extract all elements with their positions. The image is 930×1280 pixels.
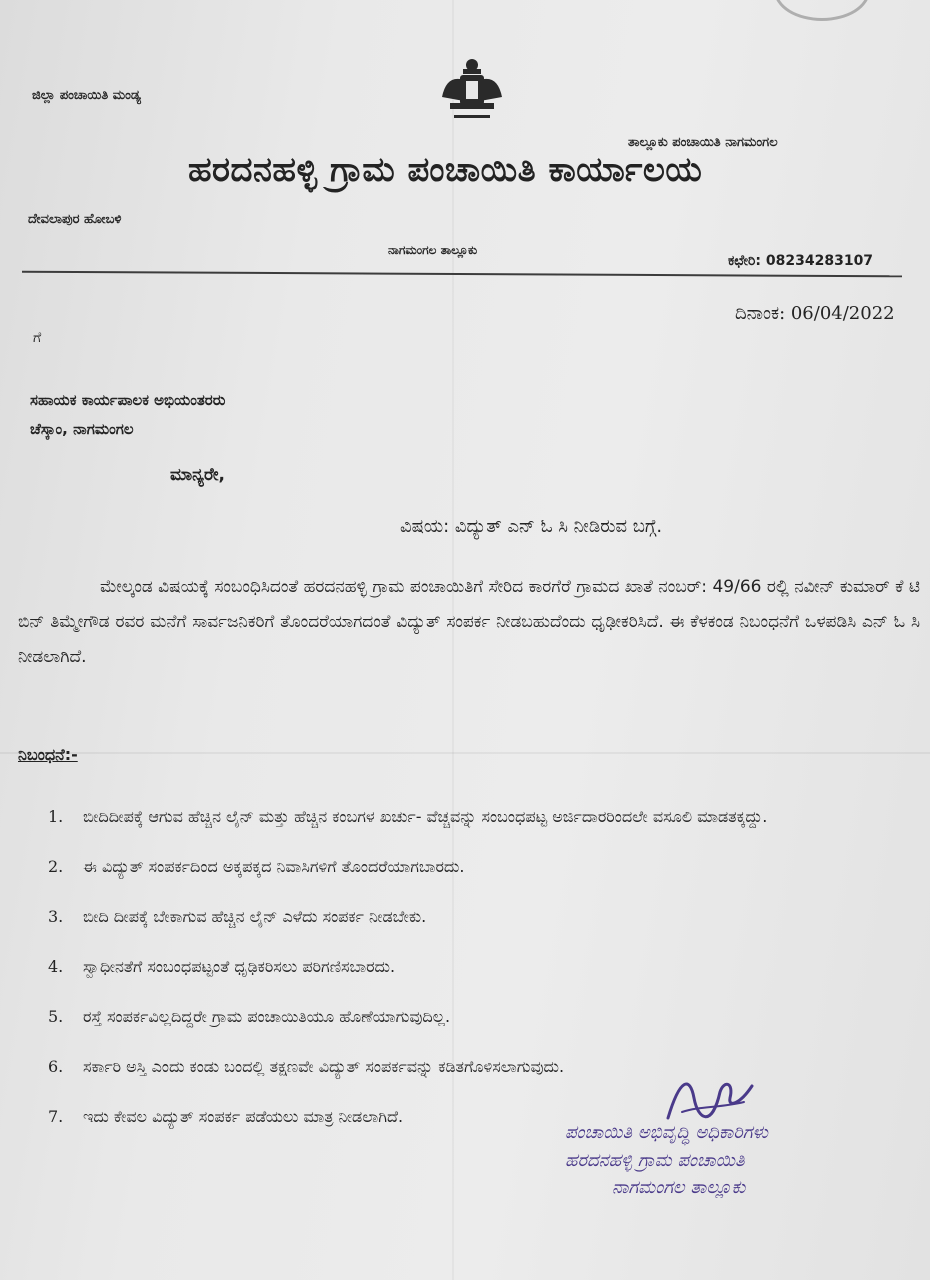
office-title: ಹರದನಹಳ್ಳಿ ಗ್ರಾಮ ಪಂಚಾಯಿತಿ ಕಾರ್ಯಾಲಯ [188,150,703,190]
stamp-mark [774,0,870,21]
karnataka-emblem-icon [432,55,512,125]
taluk-label: ನಾಗಮಂಗಲ ತಾಲ್ಲೂಕು [388,243,478,257]
condition-number: 5. [48,1007,64,1026]
condition-text: ಸ್ವಾಧೀನತೆಗೆ ಸಂಬಂಧಪಟ್ಟಂತೆ ಧೃಢಿಕರಿಸಲು ಪರಿಗಣಿಸಬಾರದು. [83,957,396,976]
condition-item [48,950,848,983]
condition-text: ಸರ್ಕಾರಿ ಅಸ್ತಿ ಎಂದು ಕಂಡು ಬಂದಲ್ಲಿ ತಕ್ಷಣವೇ ವಿದ್ಯುತ್ ಸಂಪರ್ಕವನ್ನು ಕಡಿತಗೊಳಿಸಲಾಗುವುದು. [83,1057,565,1076]
condition-number: 2. [48,857,64,876]
letter-body-text: ಮೇಲ್ಕಂಡ ವಿಷಯಕ್ಕೆ ಸಂಬಂಧಿಸಿದಂತೆ ಹರದನಹಳ್ಳಿ ಗ್ರಾಮ ಪಂಚಾಯಿತಿಗೆ ಸೇರಿದ ಕಾರಗೆರೆ ಗ್ರಾಮದ ಖಾತೆ ನಂಬರ್: 49/66 ರಲ್ಲಿ ನವೀನ್ ಕುಮಾರ್ ಕೆ ಟಿ ಬಿನ್ ತಿಮ್ಮೇಗೌಡ ರವರ ಮನೆಗೆ ಸಾರ್ವಜನಿಕರಿಗೆ ತೊಂದರೆಯಾಗದಂತೆ ವಿದ್ಯುತ್ ಸಂಪರ್ಕ ನೀಡಬಹುದೆಂದು ಧೃಢೀಕರಿಸಿದೆ. ಈ ಕೆಳಕಂಡ ನಿಬಂಧನೆಗೆ ಒಳಪಡಿಸಿ ಎನ್ ಓ ಸಿ ನೀಡಲಾಗಿದೆ. [18,577,920,667]
taluk-panchayat-label: ತಾಲ್ಲೂಕು ಪಂಚಾಯಿತಿ ನಾಗಮಂಗಲ [628,135,778,150]
letter-subject: ವಿಷಯ: ವಿದ್ಯುತ್ ಎನ್ ಓ ಸಿ ನೀಡಿರುವ ಬಗ್ಗೆ. [400,516,663,537]
to-label: ಗೆ [33,330,42,346]
letter-date: ದಿನಾಂಕ: 06/04/2022 [735,303,895,324]
office-phone: ಕಛೇರಿ: 08234283107 [728,253,874,269]
condition-text: ಬೀದಿದೀಪಕ್ಕೆ ಆಗುವ ಹೆಚ್ಚಿನ ಲೈನ್ ಮತ್ತು ಹೆಚ್ಚಿನ ಕಂಬಗಳ ಖರ್ಚು- ವೆಚ್ಚವನ್ನು ಸಂಬಂಧಪಟ್ಟ ಅರ್ಜಿದಾರರಿಂದಲೇ ವಸೂಲಿ ಮಾಡತಕ್ಕದ್ದು. [83,807,768,826]
condition-item [48,1000,848,1033]
condition-text: ರಸ್ತೆ ಸಂಪರ್ಕವಿಲ್ಲದಿದ್ದರೇ ಗ್ರಾಮ ಪಂಚಾಯಿತಿಯೂ ಹೊಣೆಯಾಗುವುದಿಲ್ಲ. [83,1007,451,1026]
condition-number: 7. [48,1107,64,1126]
condition-text: ಬೀದಿ ದೀಪಕ್ಕೆ ಬೇಕಾಗುವ ಹೆಚ್ಚಿನ ಲೈನ್ ಎಳೆದು ಸಂಪರ್ಕ ನೀಡಬೇಕು. [83,907,427,926]
conditions-heading: ನಿಬಂಧನೆ:- [18,745,78,764]
recipient-office: ಚೆಸ್ಕಾಂ, ನಾಗಮಂಗಲ [30,420,134,438]
letter-body [18,570,920,675]
condition-number: 1. [48,807,64,826]
hobli-label: ದೇವಲಾಪುರ ಹೋಬಳಿ [28,212,122,227]
district-panchayat-label: ಜಿಲ್ಲಾ ಪಂಚಾಯಿತಿ ಮಂಡ್ಯ [32,88,141,103]
condition-number: 6. [48,1057,64,1076]
condition-number: 3. [48,907,64,926]
signatory-taluk: ನಾಗಮಂಗಲ ತಾಲ್ಲೂಕು [612,1177,746,1198]
signatory-designation: ಪಂಚಾಯಿತಿ ಅಭಿವೃದ್ಧಿ ಅಧಿಕಾರಿಗಳು [565,1122,769,1143]
recipient-designation: ಸಹಾಯಕ ಕಾರ್ಯಪಾಲಕ ಅಭಿಯಂತರರು [30,391,226,409]
condition-text: ಇದು ಕೇವಲ ವಿದ್ಯುತ್ ಸಂಪರ್ಕ ಪಡೆಯಲು ಮಾತ್ರ ನೀಡಲಾಗಿದೆ. [83,1107,404,1126]
condition-item [48,900,848,933]
header-divider [22,271,902,278]
signatory-office: ಹರದನಹಳ್ಳಿ ಗ್ರಾಮ ಪಂಚಾಯಿತಿ [565,1150,745,1171]
salutation: ಮಾನ್ಯರೇ, [170,465,225,485]
paper-fold [0,752,930,754]
condition-item [48,800,848,833]
condition-item [48,850,848,883]
condition-number: 4. [48,957,64,976]
condition-text: ಈ ವಿದ್ಯುತ್ ಸಂಪರ್ಕದಿಂದ ಅಕ್ಕಪಕ್ಕದ ನಿವಾಸಿಗಳಿಗೆ ತೊಂದರೆಯಾಗಬಾರದು. [83,857,465,876]
